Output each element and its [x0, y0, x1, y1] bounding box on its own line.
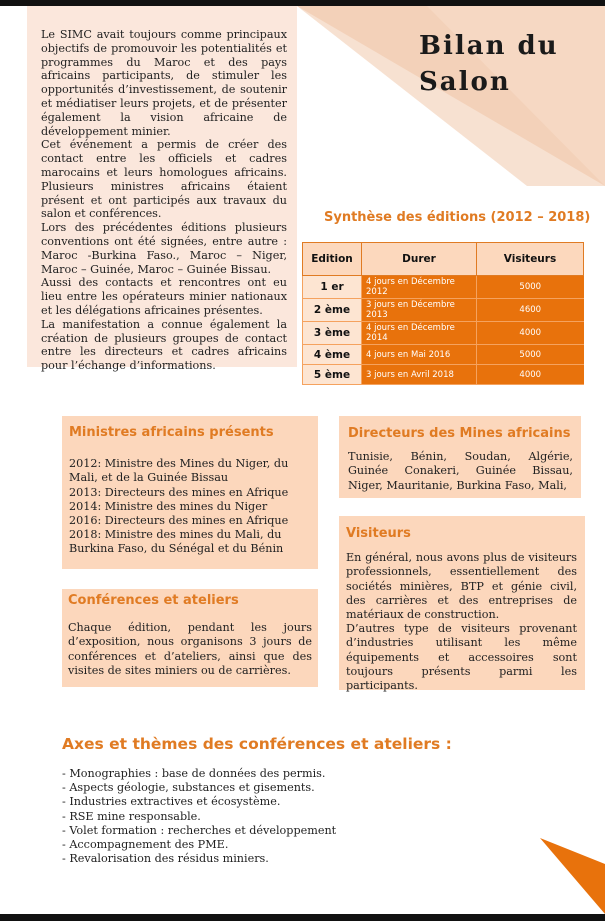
conferences-text: Chaque édition, pendant les jours d’exposition, nous organisons 3 jours de conférences et d’ateliers, ainsi que des visites de sites miniers ou de carrières.	[68, 621, 312, 677]
list-item: - Volet formation : recherches et développement	[62, 823, 337, 837]
table-row	[303, 345, 584, 365]
visiteurs-cell: 4600	[477, 299, 584, 322]
page-title-line: Salon	[419, 67, 511, 97]
visiteurs-box	[339, 516, 585, 693]
bottom-border	[0, 914, 605, 921]
durer-cell: 3 jours en Avril 2018	[362, 365, 477, 385]
visiteurs-cell: 5000	[477, 276, 584, 299]
table-row	[303, 322, 584, 345]
ministres-title: Ministres africains présents	[69, 425, 274, 440]
visiteurs-title: Visiteurs	[346, 526, 411, 541]
list-item: - Revalorisation des résidus miniers.	[62, 852, 269, 866]
visiteurs-paragraph: En général, nous avons plus de visiteurs professionnels, essentiellement des sociétés minières, BTP et génie civil, des carrières et des entreprises de matériaux de construction.	[346, 551, 577, 622]
column-header-visiteurs: Visiteurs	[477, 243, 584, 276]
visiteurs-cell: 4000	[477, 365, 584, 385]
decorative-triangle-bottom	[540, 838, 605, 914]
durer-cell: 3 jours en Décembre 2013	[362, 299, 477, 322]
edition-cell: 3 ème	[303, 322, 362, 345]
intro-paragraph: Cet événement a permis de créer des contact entre les officiels et cadres marocains et leurs homologues africains. Plusieurs ministres africains étaient présent et ont participés aux travaux du salon et conférences.	[41, 138, 287, 221]
directeurs-title: Directeurs des Mines africains	[348, 426, 571, 441]
synthese-title: Synthèse des éditions (2012 – 2018)	[324, 210, 591, 225]
column-header-durer: Durer	[362, 243, 477, 276]
ministres-line: 2014: Ministre des mines du Niger	[69, 499, 268, 513]
directeurs-text: Tunisie, Bénin, Soudan, Algérie, Guinée Conakeri, Guinée Bissau, Niger, Mauritanie, Burkina Faso, Mali,	[348, 450, 573, 492]
edition-cell: 5 ème	[303, 365, 362, 385]
list-item: - Accompagnement des PME.	[62, 838, 229, 852]
table-row	[303, 276, 584, 299]
list-item: - RSE mine responsable.	[62, 809, 201, 823]
edition-cell: 4 ème	[303, 345, 362, 365]
edition-cell: 1 er	[303, 276, 362, 299]
axes-title: Axes et thèmes des conférences et ateliers :	[62, 735, 452, 753]
conferences-title: Conférences et ateliers	[68, 593, 239, 608]
intro-paragraph: Aussi des contacts et rencontres ont eu lieu entre les opérateurs minier nationaux et les délégations africaines présentes.	[41, 276, 287, 317]
visiteurs-paragraph: D’autres type de visiteurs provenant d’industries utilisant les même équipements et accessoires sont toujours présents parmi les participants.	[346, 622, 577, 693]
table-header-row	[303, 243, 584, 276]
durer-cell: 4 jours en Mai 2016	[362, 345, 477, 365]
ministres-box	[62, 416, 318, 569]
intro-paragraph: La manifestation a connue également la création de plusieurs groupes de contact entre les directeurs et cadres africains pour l’échange d’informations.	[41, 317, 287, 373]
list-item: - Monographies : base de données des permis.	[62, 767, 326, 780]
durer-cell: 4 jours en Décembre 2012	[362, 276, 477, 299]
visiteurs-cell: 4000	[477, 322, 584, 345]
axes-list	[62, 767, 336, 866]
intro-text	[41, 28, 287, 373]
page-title-line: Bilan du	[419, 31, 559, 61]
table-row	[303, 365, 584, 385]
table-row	[303, 299, 584, 322]
list-item: - Industries extractives et écosystème.	[62, 795, 281, 809]
column-header-edition: Edition	[303, 243, 362, 276]
list-item: - Aspects géologie, substances et gisements.	[62, 781, 315, 795]
durer-cell: 4 jours en Décembre 2014	[362, 322, 477, 345]
directeurs-box	[339, 416, 581, 498]
visiteurs-cell: 5000	[477, 345, 584, 365]
editions-table	[302, 242, 584, 385]
intro-paragraph: Lors des précédentes éditions plusieurs conventions ont été signées, entre autre : Maroc -Burkina Faso., Maroc – Niger, Maroc – Guinée, Maroc – Guinée Bissau.	[41, 221, 287, 276]
conferences-box	[62, 589, 318, 687]
page-title	[419, 28, 559, 100]
ministres-line: 2016: Directeurs des mines en Afrique	[69, 514, 289, 528]
intro-paragraph: Le SIMC avait toujours comme principaux objectifs de promouvoir les potentialités et programmes du Maroc et des pays africains participants, de stimuler les opportunités d’investissement, de soutenir et médiatiser leurs projets, et de présenter également la vision africaine de développement minier.	[41, 28, 287, 138]
edition-cell: 2 ème	[303, 299, 362, 322]
ministres-line: 2012: Ministre des Mines du Niger, du Mali, et de la Guinée Bissau	[69, 457, 289, 485]
ministres-line: 2018: Ministre des mines du Mali, du Burkina Faso, du Sénégal et du Bénin	[69, 528, 284, 556]
ministres-line: 2013: Directeurs des mines en Afrique	[69, 485, 289, 499]
